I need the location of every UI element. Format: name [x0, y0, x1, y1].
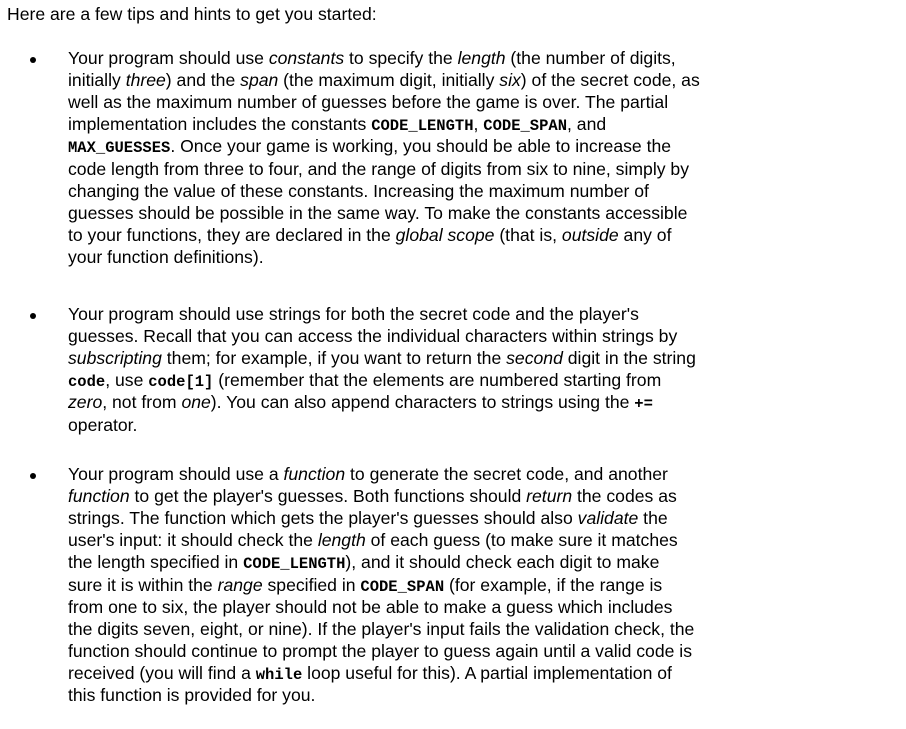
text-span: ) of the secret code, as: [520, 70, 700, 91]
text-line: [68, 662, 672, 686]
text-line: [68, 91, 668, 113]
emphasis-span: three: [125, 70, 166, 91]
text-line: [68, 574, 662, 598]
text-span: sure it is within the: [68, 574, 218, 595]
text-line: [68, 303, 639, 325]
text-span: from one to six, the player should not be able to make a guess which includes: [68, 596, 673, 617]
text-line: [68, 618, 694, 640]
text-span: initially: [68, 70, 126, 91]
text-span: the: [638, 508, 668, 529]
bullet-dot-icon: [30, 313, 36, 319]
text-span: strings. The function which gets the player's guesses should also: [68, 508, 578, 529]
text-span: specified in: [262, 574, 361, 595]
emphasis-span: outside: [561, 224, 619, 245]
text-span: code length from three to four, and the range of digits from six to nine, simply by: [68, 158, 689, 179]
text-span: well as the maximum number of guesses before the game is over. The partial: [68, 92, 669, 113]
text-line: [68, 180, 649, 202]
text-line: [68, 158, 689, 180]
emphasis-span: validate: [577, 508, 639, 529]
text-span: user's input: it should check the: [68, 530, 318, 551]
emphasis-span: length: [317, 530, 366, 551]
text-line: [68, 325, 677, 347]
text-span: them; for example, if you want to return the: [161, 348, 507, 369]
code-span: code[1]: [148, 373, 214, 392]
text-span: this function is provided for you.: [68, 685, 316, 705]
text-line: [68, 507, 668, 529]
text-line: [68, 551, 659, 575]
emphasis-span: second: [506, 348, 563, 369]
text-span: . Once your game is working, you should be able to increase the: [170, 136, 672, 157]
text-span: the codes as: [572, 486, 677, 507]
text-span: loop useful for this). A partial implementation of: [302, 662, 672, 683]
code-span: CODE_SPAN: [483, 117, 568, 136]
text-span: Your program should use strings for both the secret code and the player's: [68, 304, 639, 324]
text-span: , not from: [102, 392, 182, 413]
text-line: [68, 246, 264, 268]
bullet-dot-icon: [30, 473, 36, 479]
text-line: [68, 463, 668, 485]
code-span: CODE_SPAN: [360, 577, 445, 596]
text-line: [68, 224, 671, 246]
text-line: [68, 369, 661, 393]
text-span: to get the player's guesses. Both functions should: [129, 486, 527, 507]
text-line: [68, 347, 696, 369]
bullet-dot-icon: [30, 57, 36, 63]
emphasis-span: one: [181, 392, 211, 413]
text-span: to generate the secret code, and another: [345, 464, 668, 484]
text-span: operator.: [68, 414, 138, 435]
code-span: code: [68, 373, 106, 392]
text-span: , use: [105, 370, 149, 391]
text-span: to your functions, they are declared in the: [68, 224, 396, 245]
emphasis-span: range: [217, 574, 263, 595]
text-span: implementation includes the constants: [68, 114, 372, 135]
text-line: [68, 113, 606, 137]
text-span: (the maximum digit, initially: [278, 70, 500, 91]
emphasis-span: zero: [68, 392, 103, 413]
text-span: function should continue to prompt the player to guess again until a valid code is: [68, 640, 692, 661]
text-line: [68, 485, 677, 507]
text-span: any of: [618, 224, 672, 245]
emphasis-span: span: [240, 70, 279, 91]
text-span: (remember that the elements are numbered starting from: [213, 370, 662, 391]
text-line: [68, 202, 687, 224]
text-span: of each guess (to make sure it matches: [365, 530, 678, 551]
text-span: ) and the: [165, 70, 241, 91]
code-span: while: [255, 665, 303, 684]
text-span: to specify the: [344, 48, 458, 68]
text-line: [68, 640, 692, 662]
emphasis-span: function: [283, 464, 346, 484]
text-span: ). You can also append characters to strings using the: [210, 392, 635, 413]
code-span: +=: [634, 395, 653, 414]
text-line: [68, 596, 672, 618]
text-span: (for example, if the range is: [444, 574, 663, 595]
text-span: guesses. Recall that you can access the individual characters within strings by: [68, 326, 678, 347]
emphasis-span: length: [457, 48, 506, 68]
text-line: [68, 414, 137, 436]
emphasis-span: constants: [268, 48, 345, 68]
text-line: [68, 69, 700, 91]
emphasis-span: six: [499, 70, 521, 91]
intro-paragraph: Here are a few tips and hints to get you started:: [7, 4, 377, 24]
text-span: Your program should use a: [68, 464, 284, 484]
text-span: , and: [567, 114, 607, 135]
code-span: MAX_GUESSES: [68, 139, 171, 158]
text-span: guesses should be possible in the same way. To make the constants accessible: [68, 202, 688, 223]
text-span: ), and it should check each digit to make: [345, 552, 660, 573]
text-span: (the number of digits,: [505, 48, 676, 68]
text-span: ,: [473, 114, 484, 135]
code-span: CODE_LENGTH: [371, 117, 474, 136]
emphasis-span: return: [526, 486, 573, 507]
text-span: the digits seven, eight, or nine). If the player's input fails the validation check, the: [68, 618, 695, 639]
text-span: digit in the string: [562, 348, 696, 369]
code-span: CODE_LENGTH: [243, 555, 346, 574]
text-span: (that is,: [494, 224, 562, 245]
text-span: your function definitions).: [68, 246, 264, 267]
text-span: changing the value of these constants. Increasing the maximum number of: [68, 180, 649, 201]
emphasis-span: global scope: [395, 224, 495, 245]
emphasis-span: function: [68, 486, 130, 507]
text-line: [68, 529, 678, 551]
text-line: [68, 684, 315, 706]
text-line: [68, 391, 653, 415]
emphasis-span: subscripting: [68, 348, 162, 369]
text-line: [68, 47, 676, 69]
text-span: Your program should use: [68, 48, 269, 68]
text-span: the length specified in: [68, 552, 244, 573]
text-line: [68, 135, 671, 159]
text-span: received (you will find a: [68, 662, 256, 683]
